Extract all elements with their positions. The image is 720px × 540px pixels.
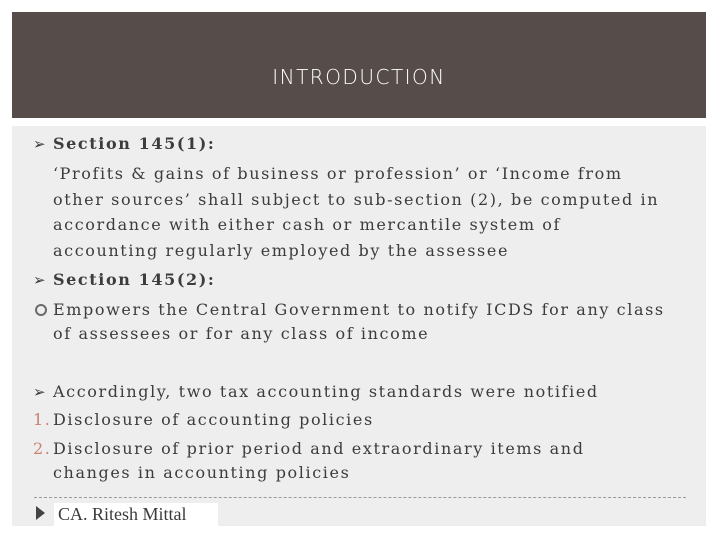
section-text-line: other sources’ shall subject to sub-section (2), be computed in — [53, 190, 660, 209]
section-text-line: ‘Profits & gains of business or profession’ or ‘Income from — [53, 164, 623, 183]
section-text-line: Empowers the Central Government to notify ICDS for any class — [53, 300, 665, 319]
footer-divider — [34, 497, 686, 498]
accordingly-text: Accordingly, two tax accounting standards were notified — [53, 382, 599, 401]
arrow-bullet-icon: ➢ — [33, 271, 46, 289]
list-number: 2. — [33, 439, 52, 458]
title-bar — [12, 12, 706, 118]
section-text-line: of assessees or for any class of income — [53, 324, 430, 343]
list-number: 1. — [33, 410, 52, 429]
section-text-line: accounting regularly employed by the assessee — [53, 241, 510, 260]
section-heading-2: Section 145(2): — [53, 270, 216, 289]
slide-title: INTRODUCTION — [272, 65, 446, 89]
arrow-bullet-icon: ➢ — [33, 135, 46, 153]
triangle-icon — [36, 506, 45, 520]
section-heading-1: Section 145(1): — [53, 134, 216, 153]
list-item: changes in accounting policies — [53, 463, 351, 482]
circle-bullet-icon — [35, 304, 47, 316]
arrow-bullet-icon: ➢ — [33, 383, 46, 401]
list-item: Disclosure of accounting policies — [53, 410, 374, 429]
list-item: Disclosure of prior period and extraordinary items and — [53, 439, 585, 458]
footer-author: CA. Ritesh Mittal — [58, 504, 187, 524]
section-text-line: accordance with either cash or mercantile system of — [53, 215, 562, 234]
